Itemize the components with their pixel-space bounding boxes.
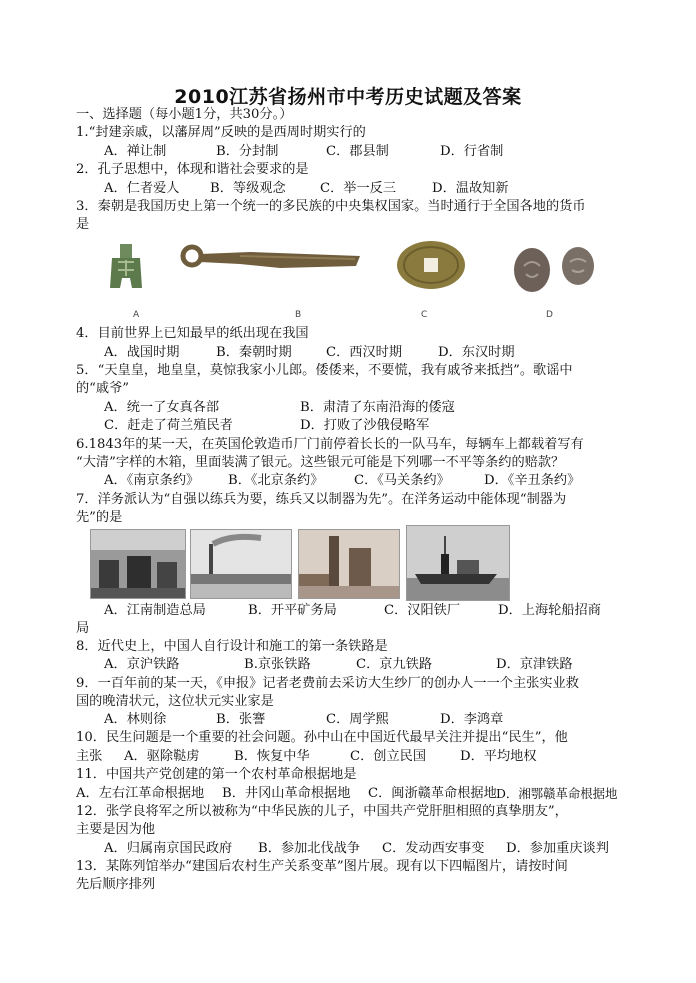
q6-option-b: B．《北京条约》 — [228, 473, 324, 488]
q2-option-c: C．举一反三 — [320, 181, 397, 196]
q10-option-c: C．创立民国 — [350, 749, 427, 764]
q1-option-d: D．行省制 — [440, 144, 504, 159]
question-3-stem: 3．秦朝是我国历史上第一个统一的多民族的中央集权国家。当时通行于全国各地的货币 — [76, 199, 586, 214]
question-13-stem-cont: 先后顺序排列 — [76, 877, 156, 892]
q4-option-c: C．西汉时期 — [326, 345, 403, 360]
q8-option-c: C．京九铁路 — [356, 657, 433, 672]
q9-option-b: B．张謇 — [216, 712, 266, 727]
q12-option-a: A．归属南京国民政府 — [104, 841, 233, 856]
q5-option-a: A．统一了女真各部 — [104, 400, 220, 415]
q12-option-b: B．参加北伐战争 — [258, 841, 361, 856]
question-12-stem: 12．张学良将军之所以被称为“中华民族的儿子，中国共产党肝胆相照的真挚朋友”， — [76, 804, 568, 819]
q6-option-a: A．《南京条约》 — [104, 473, 200, 488]
coin-label-c: C — [421, 310, 428, 320]
q4-option-b: B．秦朝时期 — [216, 345, 292, 360]
coin-label-d: D — [546, 310, 553, 320]
q4-option-d: D．东汉时期 — [438, 345, 515, 360]
q8-option-b: B.京张铁路 — [244, 657, 311, 672]
question-5-stem: 5．“天皇皇，地皇皇，莫惊我家小儿郎。倭倭来，不要慌，我有戚爷来抵挡”。歌谣中 — [76, 363, 573, 378]
q8-option-d: D．京津铁路 — [496, 657, 573, 672]
q6-option-d: D．《辛丑条约》 — [484, 473, 581, 488]
q2-option-d: D．温故知新 — [432, 181, 509, 196]
q12-option-d: D．参加重庆谈判 — [506, 841, 609, 856]
q10-option-d: D．平均地权 — [460, 749, 537, 764]
question-6-stem-cont: “大清”字样的木箱，里面装满了银元。这些银元可能是下列哪一不平等条约的赔款？ — [76, 455, 565, 470]
question-9-stem: 9．一百年前的某一天，《申报》记者老费前去采访大生纱厂的创办人一一个主张实业救 — [76, 676, 579, 691]
q7-option-d: D．上海轮船招商 — [498, 603, 601, 618]
q2-option-a: A．仁者爱人 — [104, 181, 180, 196]
round-coin-image — [394, 238, 468, 292]
q9-option-d: D．李鸿章 — [440, 712, 504, 727]
q11-option-b: B．井冈山革命根据地 — [222, 786, 351, 801]
mining-photo — [190, 529, 292, 599]
question-13-stem: 13．某陈列馆举办“建国后农村生产关系变革”图片展。现有以下四幅图片，请按时间 — [76, 859, 568, 874]
question-9-stem-cont: 国的晚清状元，这位状元实业家是 — [76, 694, 274, 709]
question-6-stem: 6.1843年的某一天，在英国伦敦造币厂门前停着长长的一队马车，每辆车上都载着写有 — [76, 437, 584, 452]
knife-coin-image — [180, 238, 365, 282]
q11-option-d: D．湘鄂赣革命根据地 — [496, 786, 618, 801]
question-2-stem: 2．孔子思想中，体现和谐社会要求的是 — [76, 162, 309, 177]
q11-option-c: C．闽浙赣革命根据地 — [368, 786, 497, 801]
q10-option-a: A．驱除鞑虏 — [124, 749, 200, 764]
q6-option-c: C．《马关条约》 — [354, 473, 450, 488]
q1-option-a: A．禅让制 — [104, 144, 167, 159]
question-7-stem-cont: 先”的是 — [76, 510, 123, 525]
q5-option-d: D．打败了沙俄侵略军 — [300, 418, 430, 433]
q9-option-c: C．周学熙 — [326, 712, 389, 727]
question-8-stem: 8．近代史上，中国人自行设计和施工的第一条铁路是 — [76, 639, 388, 654]
q7-option-c: C．汉阳铁厂 — [384, 603, 461, 618]
page-title: 2010江苏省扬州市中考历史试题及答案 — [174, 86, 522, 108]
q10-option-b: B．恢复中华 — [234, 749, 310, 764]
question-7-stem: 7．洋务派认为“自强以练兵为要，练兵又以制器为先”。在洋务运动中能体现“制器为 — [76, 492, 567, 507]
q11-option-a: A．左右江革命根据地 — [76, 786, 205, 801]
q5-option-b: B．肃清了东南沿海的倭寇 — [300, 400, 455, 415]
ironworks-photo — [298, 529, 400, 599]
coin-label-b: B — [295, 310, 302, 320]
spade-coin-image — [108, 242, 144, 292]
q2-option-b: B．等级观念 — [210, 181, 286, 196]
q1-option-b: B．分封制 — [216, 144, 279, 159]
q4-option-a: A．战国时期 — [104, 345, 180, 360]
q7-option-b: B．开平矿务局 — [248, 603, 337, 618]
question-11-stem: 11．中国共产党创建的第一个农村革命根据地是 — [76, 767, 357, 782]
coin-label-a: A — [133, 310, 140, 320]
question-3-stem-cont: 是 — [76, 217, 90, 232]
question-5-stem-cont: 的“戚爷” — [76, 381, 130, 396]
q10-stem-prefix: 主张 — [76, 749, 103, 764]
question-4-stem: 4．目前世界上已知最早的纸出现在我国 — [76, 326, 309, 341]
arsenal-photo — [90, 529, 186, 599]
q5-option-c: C．赶走了荷兰殖民者 — [104, 418, 233, 433]
q12-option-c: C．发动西安事变 — [382, 841, 485, 856]
q8-option-a: A．京沪铁路 — [104, 657, 180, 672]
q7-option-a: A．江南制造总局 — [104, 603, 206, 618]
steamship-photo — [406, 525, 510, 601]
question-10-stem: 10．民生问题是一个重要的社会问题。孙中山在中国近代最早关注并提出“民生”，他 — [76, 730, 568, 745]
question-12-stem-cont: 主要是因为他 — [76, 822, 156, 837]
section-heading: 一、选择题（每小题1分，共30分。） — [76, 107, 293, 122]
antnose-coin-image — [510, 244, 602, 296]
q9-option-a: A．林则徐 — [104, 712, 167, 727]
q1-option-c: C．郡县制 — [326, 144, 389, 159]
q7-option-d-cont: 局 — [76, 621, 90, 636]
question-1-stem: 1.“封建亲戚，以藩屏周”反映的是西周时期实行的 — [76, 125, 366, 140]
